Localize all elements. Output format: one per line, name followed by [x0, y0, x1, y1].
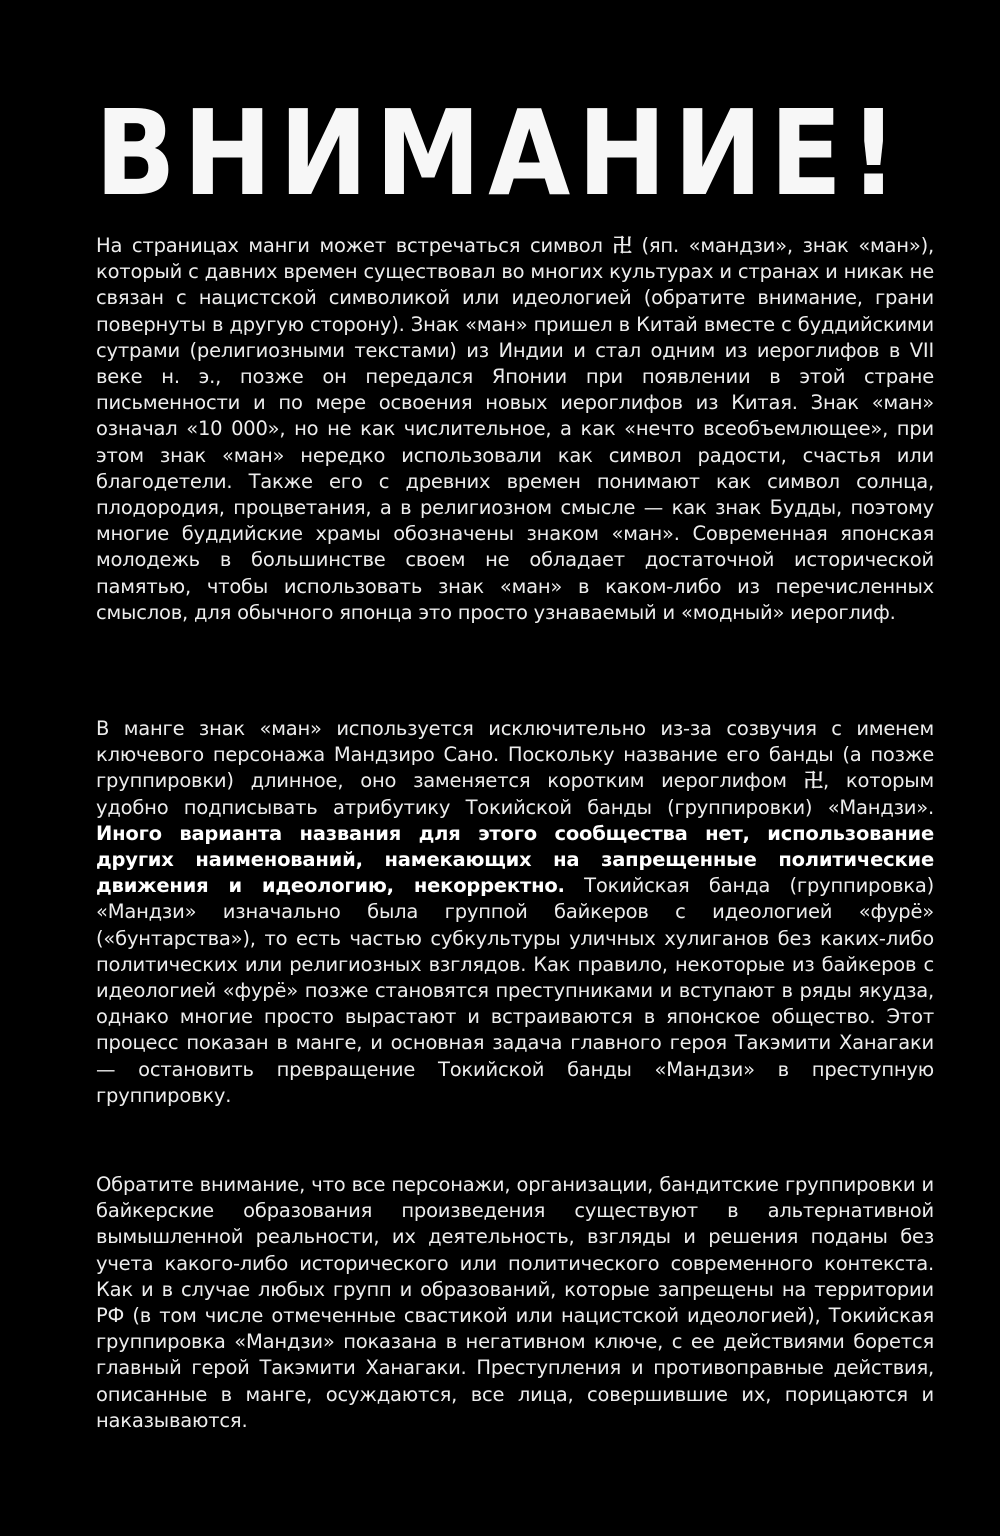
manji-symbol-inline: 卍	[803, 769, 824, 793]
paragraph-disclaimer: Обратите внимание, что все персонажи, организации, бандитские группировки и байкерские образования произведения существуют в альтернативной вымышленной реальности, их деятельность, взгляды и решения поданы без учета какого-либо исторического или политического современного контекста. Как и в случае любых групп и образований, которые запрещены на территории РФ (в том числе отмеченные свастикой или нацистской идеологией), Токийская группировка «Мандзи» показана в негативном ключе, с ее действиями борется главный герой Такэмити Ханагаки. Преступления и противоправные действия, описанные в манге, осуждаются, все лица, совершившие их, порицаются и наказываются.	[96, 1173, 934, 1432]
page-title: ВНИМАНИЕ!	[94, 84, 906, 222]
paragraph2-bold-statement: Иного варианта названия для этого сообщества нет, использование других наименований, намекающих на запрещенные политические движения и идеологию, некорректно.	[96, 821, 934, 898]
paragraph2-text-middle: , которым удобно подписывать атрибутику Токийской банды (группировки) «Мандзи».	[96, 769, 934, 819]
paragraph2-text-start: В манге знак «ман» используется исключительно из-за созвучия с именем ключевого персонажа Мандзиро Сано. Поскольку название его банды (а позже группировки) длинное, оно заменяется коротким иероглифом	[96, 717, 934, 793]
paragraph2-text-end: Токийская банда (группировка) «Мандзи» изначально была группой байкеров с идеологией «фурё» («бунтарства»), то есть частью субкультуры уличных хулиганов без каких-либо политических или религиозных взглядов. Как правило, некоторые из байкеров с идеологией «фурё» позже становятся преступниками и вступают в ряды якудза, однако многие просто вырастают и встраиваются в японское общество. Этот процесс показан в манге, и основная задача главного героя Такэмити Ханагаки — остановить превращение Токийской банды «Мандзи» в преступную группировку.	[96, 874, 934, 1107]
paragraph-manji-origin	[96, 233, 934, 626]
paragraph1-text-start: На страницах манги может встречаться символ	[96, 234, 613, 257]
paragraph-manga-usage	[96, 716, 934, 1109]
paragraph1-text-end: (яп. «мандзи», знак «ман»), который с давних времен существовал во многих культурах и странах и никак не связан с нацистской символикой или идеологией (обратите внимание, грани повернуты в другую сторону). Знак «ман» пришел в Китай вместе с буддийскими сутрами (религиозными текстами) из Индии и стал одним из иероглифов в VII веке н. э., позже он передался Японии при появлении в этой стране письменности и по мере освоения новых иероглифов из Китая. Знак «ман» означал «10 000», но не как числительное, а как «нечто всеобъемлющее», при этом знак «ман» нередко использовали как символ радости, счастья или благодетели. Также его с древних времен понимают как символ солнца, плодородия, процветания, а в религиозном смысле — как знак Будды, поэтому многие буддийские храмы обозначены знаком «ман». Современная японская молодежь в большинстве своем не обладает достаточной исторической памятью, чтобы использовать знак «ман» в каком-либо из перечисленных смыслов, для обычного японца это просто узнаваемый и «модный» иероглиф.	[96, 234, 934, 624]
manji-symbol: 卍	[612, 234, 632, 257]
